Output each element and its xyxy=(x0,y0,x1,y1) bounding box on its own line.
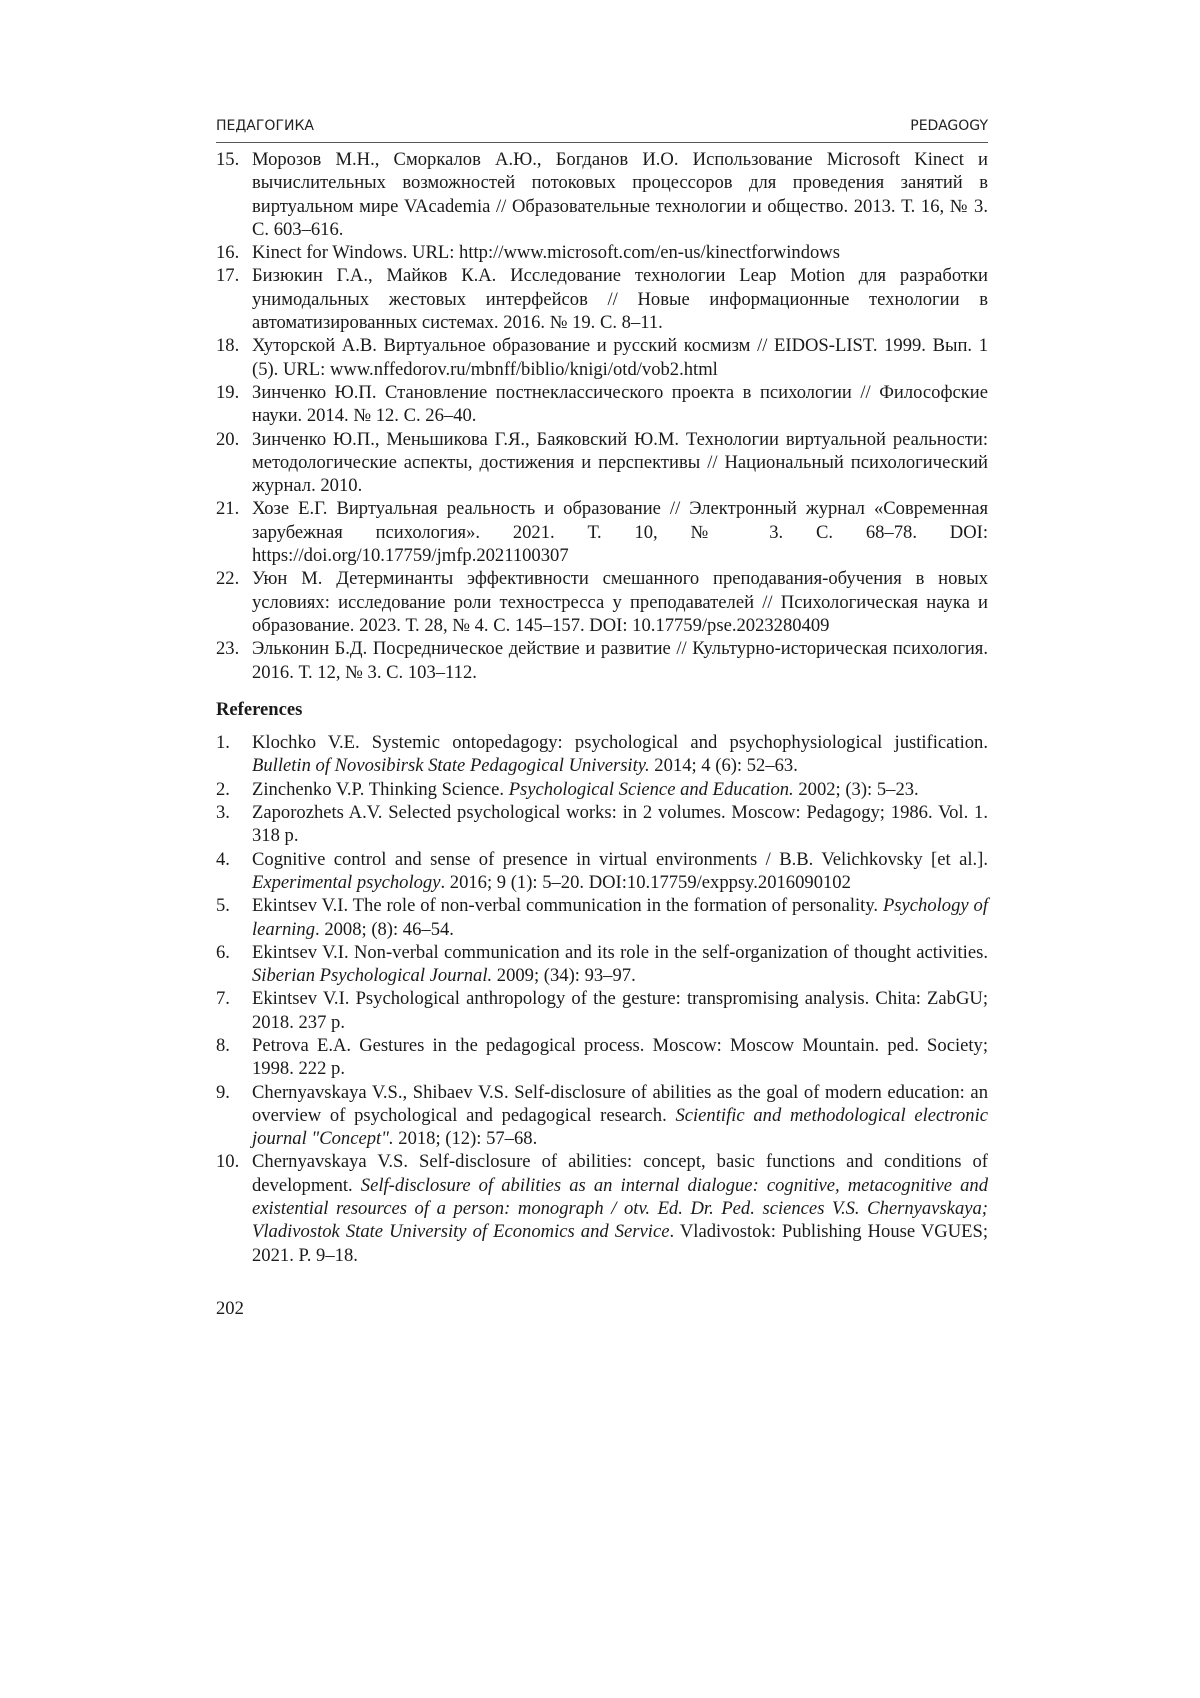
reference-item xyxy=(216,1081,988,1151)
reference-number: 21. xyxy=(216,498,240,520)
reference-number: 20. xyxy=(216,428,240,450)
reference-number: 6. xyxy=(216,941,230,963)
reference-text: 2014; 4 (6): 52–63. xyxy=(649,755,798,777)
reference-item xyxy=(216,264,988,334)
reference-text: Petrova E.A. Gestures in the pedagogical process. Moscow: Moscow Mountain. ped. Society; 1998. 222 p. xyxy=(252,1034,988,1080)
reference-item xyxy=(216,731,988,778)
reference-item xyxy=(216,778,988,801)
reference-number: 10. xyxy=(216,1151,240,1173)
reference-source-title: Bulletin of Novosibirsk State Pedagogical University. xyxy=(252,755,650,777)
reference-number: 15. xyxy=(216,149,240,170)
reference-text: Ekintsev V.I. Non-verbal communication and its role in the self-organization of thought activities. xyxy=(252,941,988,963)
reference-number: 4. xyxy=(216,848,230,870)
reference-text: Cognitive control and sense of presence in virtual environments / B.B. Velichkovsky [et al.]. xyxy=(252,848,988,870)
reference-item xyxy=(216,148,988,241)
reference-text: . Vladivostok: Publishing House VGUES; 2021. P. 9–18. xyxy=(252,1221,988,1266)
reference-number: 7. xyxy=(216,988,230,1010)
reference-item xyxy=(216,241,988,264)
reference-number: 8. xyxy=(216,1034,230,1056)
reference-item xyxy=(216,848,988,895)
reference-text: Хозе Е.Г. Виртуальная реальность и образование // Электронный журнал «Современная зарубежная психология». 2021. Т. 10, № 3. С. 68–78. DOI: https://doi.org/10.17759/jmfp.2021100307 xyxy=(252,498,988,567)
reference-text: 2018; (12): 57–68. xyxy=(393,1128,538,1150)
reference-text: Уюн М. Детерминанты эффективности смешанного преподавания-обучения в новых условиях: исследование роли техностресса у преподавателей // Психологическая наука и образование. 2023. Т. 28, № 4. С. 145–157. DOI: 10.17759/pse.2023280409 xyxy=(252,568,988,636)
reference-text: . 2016; 9 (1): 5–20. DOI:10.17759/exppsy.2016090102 xyxy=(440,871,851,893)
russian-reference-list xyxy=(216,148,988,684)
reference-text: Kinect for Windows. URL: http://www.microsoft.com/en-us/kinectforwindows xyxy=(252,242,840,264)
header-section-ru: ПЕДАГОГИКА xyxy=(216,118,314,134)
reference-number: 1. xyxy=(216,732,230,754)
reference-text: Chernyavskaya V.S. Self-disclosure of abilities: concept, basic functions and conditions of development. xyxy=(252,1151,988,1196)
reference-item xyxy=(216,567,988,637)
reference-number: 22. xyxy=(216,568,240,590)
reference-item xyxy=(216,497,988,567)
reference-number: 16. xyxy=(216,242,240,264)
reference-item xyxy=(216,941,988,988)
reference-item xyxy=(216,428,988,498)
reference-text: Зинченко Ю.П., Меньшикова Г.Я., Баяковский Ю.М. Технологии виртуальной реальности: методологические аспекты, достижения и перспективы // Национальный психологический журнал. 2010. xyxy=(252,428,988,497)
reference-source-title: Experimental psychology xyxy=(252,871,441,893)
reference-text: Зинченко Ю.П. Становление постнеклассического проекта в психологии // Философские науки. 2014. № 12. С. 26–40. xyxy=(252,381,988,427)
reference-number: 9. xyxy=(216,1081,230,1103)
reference-source-title: Self-disclosure of abilities as an internal dialogue: cognitive, metacognitive and existential resources of a person: monograph / otv. Ed. Dr. Ped. sciences V.S. Chernyavskaya; Vladivostok State University of Economics and Service xyxy=(252,1174,988,1243)
reference-text: Бизюкин Г.А., Майков К.А. Исследование технологии Leap Motion для разработки унимодальных жестовых интерфейсов // Новые информационные технологии в автоматизированных системах. 2016. № 19. С. 8–11. xyxy=(252,265,988,334)
page-number: 202 xyxy=(216,1298,244,1319)
article-body xyxy=(216,148,988,1267)
reference-item xyxy=(216,801,988,848)
reference-item xyxy=(216,894,988,941)
reference-text: Ekintsev V.I. The role of non-verbal communication in the formation of personality. xyxy=(252,895,883,917)
reference-item xyxy=(216,381,988,428)
reference-text: Zaporozhets A.V. Selected psychological works: in 2 volumes. Moscow: Pedagogy; 1986. Vol. 1. 318 p. xyxy=(252,802,988,847)
reference-text: Zinchenko V.P. Thinking Science. xyxy=(252,778,509,800)
reference-text: Морозов М.Н., Сморкалов А.Ю., Богданов И.О. Использование Microsoft Kinect и вычислительных возможностей потоковых процессоров для проведения занятий в виртуальном мире VAcademia // Образовательные технологии и общество. 2013. Т. 16, № 3. С. 603–616. xyxy=(252,149,988,240)
reference-text: 2002; (3): 5–23. xyxy=(793,778,919,800)
reference-text: Chernyavskaya V.S., Shibaev V.S. Self-disclosure of abilities as the goal of modern education: an overview of psychological and pedagogical research. xyxy=(252,1081,988,1126)
reference-text: Хуторской А.В. Виртуальное образование и русский космизм // EIDOS-LIST. 1999. Вып. 1 (5). URL: www.nffedorov.ru/mbnff/biblio/knigi/otd/vob2.html xyxy=(252,335,988,380)
reference-text: Ekintsev V.I. Psychological anthropology of the gesture: transpromising analysis. Chita: ZabGU; 2018. 237 p. xyxy=(252,988,988,1033)
reference-item xyxy=(216,637,988,684)
reference-number: 2. xyxy=(216,778,230,800)
reference-source-title: Siberian Psychological Journal. xyxy=(252,965,493,987)
reference-text: . 2008; (8): 46–54. xyxy=(315,918,454,940)
reference-item xyxy=(216,1150,988,1266)
reference-number: 19. xyxy=(216,381,240,403)
reference-text: Klochko V.E. Systemic ontopedagogy: psychological and psychophysiological justification. xyxy=(252,732,988,754)
reference-source-title: Scientific and methodological electronic journal "Concept". xyxy=(252,1104,988,1150)
reference-number: 17. xyxy=(216,265,240,287)
running-header xyxy=(216,114,988,143)
reference-item xyxy=(216,334,988,381)
reference-source-title: Psychological Science and Education. xyxy=(508,778,794,800)
reference-text: Эльконин Б.Д. Посредническое действие и развитие // Культурно-историческая психология. 2016. Т. 12, № 3. С. 103–112. xyxy=(252,638,988,683)
reference-item xyxy=(216,987,988,1034)
header-section-en: PEDAGOGY xyxy=(910,118,988,134)
references-heading: References xyxy=(216,698,303,720)
reference-number: 23. xyxy=(216,638,240,660)
reference-number: 3. xyxy=(216,802,230,824)
reference-number: 5. xyxy=(216,895,230,917)
reference-item xyxy=(216,1034,988,1081)
reference-text: 2009; (34): 93–97. xyxy=(492,965,636,987)
english-reference-list xyxy=(216,731,988,1267)
reference-source-title: Psychology of learning xyxy=(252,895,988,940)
reference-number: 18. xyxy=(216,335,240,357)
